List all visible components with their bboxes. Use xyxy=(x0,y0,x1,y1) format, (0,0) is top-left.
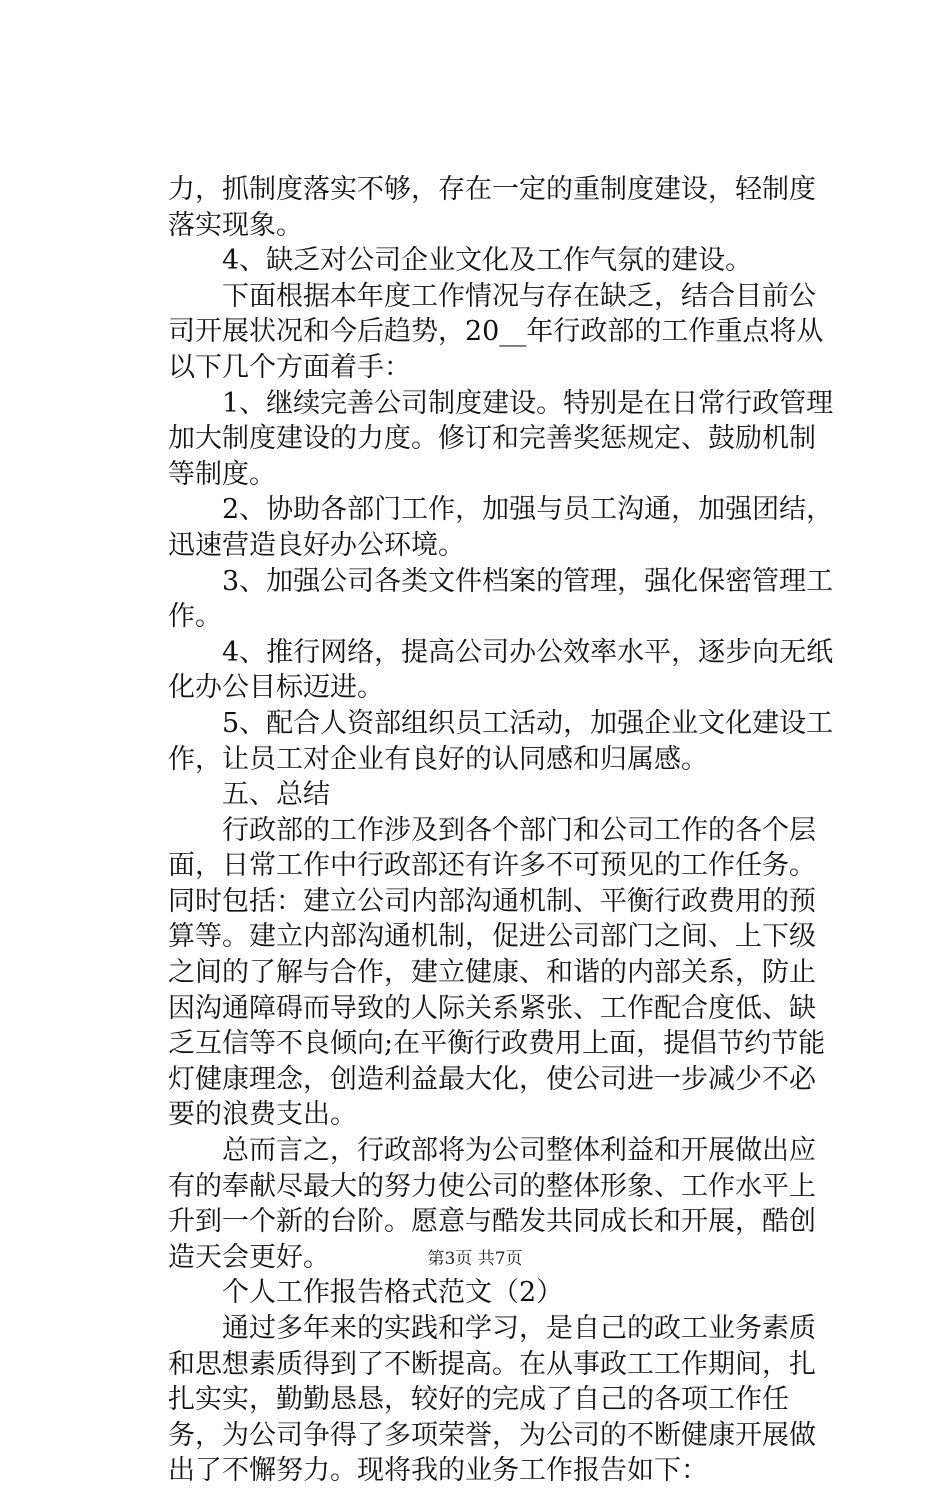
section-heading: 五、总结 xyxy=(222,779,330,811)
paragraph: 下面根据本年度工作情况与存在缺乏，结合目前公司开展状况和今后趋势，20__年行政部的工作重点将从以下几个方面着手： xyxy=(168,280,824,383)
paragraph: 通过多年来的实践和学习，是自己的政工业务素质和思想素质得到了不断提高。在从事政工工作期间，扎扎实实，勤勤恳恳，较好的完成了自己的各项工作任务，为公司争得了多项荣誉，为公司的不断健康开展做出了不懈努力。现将我的业务工作报告如下： xyxy=(168,1313,816,1487)
paragraph: 行政部的工作涉及到各个部门和公司工作的各个层面，日常工作中行政部还有许多不可预见的工作任务。同时包括：建立公司内部沟通机制、平衡行政费用的预算等。建立内部沟通机制，促进公司部门之间、上下级之间的了解与合作，建立健康、和谐的内部关系，防止因沟通障碍而导致的人际关系紧张、工作配合度低、缺乏互信等不良倾向;在平衡行政费用上面，提倡节约节能灯健康理念，创造利益最大化，使公司进一步减少不必要的浪费支出。 xyxy=(168,814,826,1131)
document-body xyxy=(168,172,840,1489)
paragraph: 5、配合人资部组织员工活动，加强企业文化建设工作，让员工对企业有良好的认同感和归属感。 xyxy=(168,707,834,775)
section-heading: 个人工作报告格式范文（2） xyxy=(222,1277,564,1309)
paragraph: 1、继续完善公司制度建设。特别是在日常行政管理加大制度建设的力度。修订和完善奖惩规定、鼓励机制等制度。 xyxy=(168,387,834,490)
paragraph: 4、缺乏对公司企业文化及工作气氛的建设。 xyxy=(222,245,753,277)
paragraph: 2、协助各部门工作，加强与员工沟通，加强团结，迅速营造良好办公环境。 xyxy=(168,494,834,561)
paragraph: 4、推行网络，提高公司办公效率水平，逐步向无纸化办公目标迈进。 xyxy=(168,636,834,704)
page-number-footer: 第3页 共7页 xyxy=(427,1249,523,1269)
paragraph: 总而言之，行政部将为公司整体利益和开展做出应有的奉献尽最大的努力使公司的整体形象、工作水平上升到一个新的台阶。愿意与酷发共同成长和开展，酷创造天会更好。 xyxy=(168,1135,816,1273)
paragraph: 力，抓制度落实不够，存在一定的重制度建设，轻制度落实现象。 xyxy=(168,174,816,241)
paragraph: 3、加强公司各类文件档案的管理，强化保密管理工作。 xyxy=(168,565,834,633)
